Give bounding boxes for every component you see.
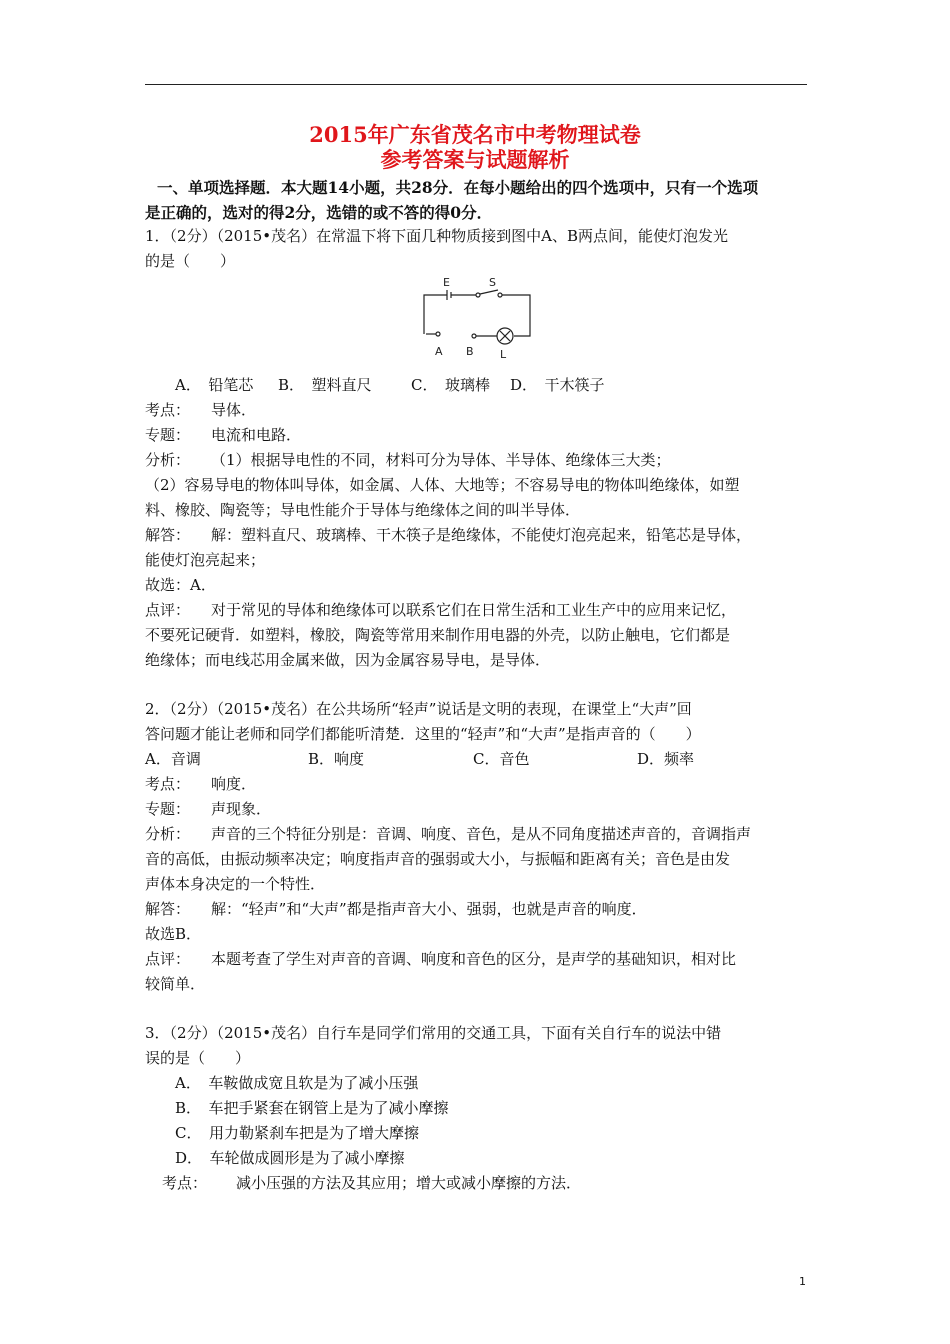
kaodian-label: 考点： [145,401,191,419]
fenxi-label: 分析： [145,451,191,469]
q1-option-b: B． 塑料直尺 [278,376,372,394]
dianping-text: 对于常见的导体和绝缘体可以联系它们在日常生活和工业生产中的应用来记忆， [211,601,737,619]
jieda-label: 解答： [145,900,191,918]
q3-stem-line1: 3．（2分）（2015•茂名）自行车是同学们常用的交通工具，下面有关自行车的说法中错 [145,1024,722,1042]
fenxi-text: （1）根据导电性的不同，材料可分为导体、半导体、绝缘体三大类； [211,451,671,469]
q1-jieda [145,523,751,547]
q1-options [175,373,605,397]
zhuanti-label: 专题： [145,426,191,444]
kaodian-text: 导体． [211,401,257,419]
label-e: E [443,276,450,289]
q2-fenxi [145,822,751,846]
kaodian-label: 考点： [145,775,191,793]
dianping-label: 点评： [145,601,191,619]
document-title: 2015年广东省茂名市中考物理试卷 [309,122,641,147]
jieda-label: 解答： [145,526,191,544]
q1-option-c: C． 玻璃棒 [411,376,490,394]
q3-stem-line2: 误的是（ ） [145,1049,251,1067]
q1-fenxi [145,448,671,472]
label-l: L [500,348,507,361]
section-heading [145,175,810,225]
zhuanti-text: 电流和电路． [211,426,302,444]
label-b: B [466,345,474,358]
q2-kaodian [145,772,256,796]
q2-stem-line1: 2．（2分）（2015•茂名）在公共场所“轻声”说话是文明的表现，在课堂上“大声”回 [145,700,692,718]
q3-kaodian [162,1171,581,1195]
q2-option-a: A．音调 [145,750,201,768]
q1-option-a: A． 铅笔芯 [175,376,254,394]
section-heading-line2: 是正确的，选对的得2分，选错的或不答的得0分． [145,203,493,222]
q2-option-c: C．音色 [473,750,530,768]
kaodian-text: 响度． [211,775,257,793]
q2-options [145,747,694,771]
label-a: A [435,345,443,358]
q1-kaodian [145,398,256,422]
q2-zhuanti [145,797,271,821]
q1-option-d: D． 干木筷子 [510,376,605,394]
q1-dianping-line2: 不要死记硬背．如塑料，橡胶，陶瓷等常用来制作用电器的外壳，以防止触电，它们都是 [145,626,731,644]
q2-option-b: B．响度 [308,750,365,768]
q2-stem-line2: 答问题才能让老师和同学们都能听清楚．这里的“轻声”和“大声”是指声音的（ ） [145,725,701,743]
q3-option-d: D． 车轮做成圆形是为了减小摩擦 [175,1149,405,1167]
q2-dianping-line2: 较简单． [145,975,206,993]
q1-stem-line1: 1．（2分）（2015•茂名）在常温下将下面几种物质接到图中A、B两点间，能使灯泡发光 [145,227,728,245]
q1-stem-line2: 的是（ ） [145,252,236,270]
section-heading-line1: 一、单项选择题．本大题14小题，共28分．在每小题给出的四个选项中，只有一个选项 [157,178,759,197]
q3-option-c: C． 用力勒紧刹车把是为了增大摩擦 [175,1124,419,1142]
q3-option-a: A． 车鞍做成宽且软是为了减小压强 [175,1074,419,1092]
document-subtitle: 参考答案与试题解析 [380,147,570,172]
q1-fenxi-line3: 料、橡胶、陶瓷等；导电性能介于导体与绝缘体之间的叫半导体． [145,501,581,519]
q1-zhuanti [145,423,301,447]
q3-option-b: B． 车把手紧套在钢管上是为了减小摩擦 [175,1099,449,1117]
q2-answer: 故选B． [145,925,202,943]
q2-jieda [145,897,647,921]
q1-dianping-line3: 绝缘体；而电线芯用金属来做，因为金属容易导电，是导体． [145,651,551,669]
fenxi-text: 声音的三个特征分别是：音调、响度、音色，是从不同角度描述声音的，音调指声 [211,825,752,843]
q1-answer: 故选：A． [145,576,216,594]
zhuanti-text: 声现象． [211,800,272,818]
zhuanti-label: 专题： [145,800,191,818]
q2-option-d: D．频率 [637,750,695,768]
fenxi-label: 分析： [145,825,191,843]
jieda-text: 解：塑料直尺、玻璃棒、干木筷子是绝缘体，不能使灯泡亮起来，铅笔芯是导体， [211,526,752,544]
q2-dianping [145,947,736,971]
header-rule [145,84,807,85]
kaodian-text: 减小压强的方法及其应用；增大或减小摩擦的方法． [236,1174,582,1192]
label-s: S [489,276,496,289]
circuit-diagram [416,276,536,366]
q1-dianping [145,598,736,622]
dianping-label: 点评： [145,950,191,968]
q2-fenxi-line3: 声体本身决定的一个特性． [145,875,326,893]
q1-fenxi-line2: （2）容易导电的物体叫导体，如金属、人体、大地等；不容易导电的物体叫绝缘体，如塑 [145,476,740,494]
kaodian-label: 考点： [162,1174,208,1192]
q2-fenxi-line2: 音的高低，由振动频率决定；响度指声音的强弱或大小，与振幅和距离有关；音色是由发 [145,850,731,868]
jieda-text: 解：“轻声”和“大声”都是指声音大小、强弱，也就是声音的响度． [211,900,647,918]
page-number: 1 [799,1275,806,1288]
q1-jieda-line2: 能使灯泡亮起来； [145,551,266,569]
dianping-text: 本题考查了学生对声音的音调、响度和音色的区分，是声学的基础知识，相对比 [211,950,737,968]
